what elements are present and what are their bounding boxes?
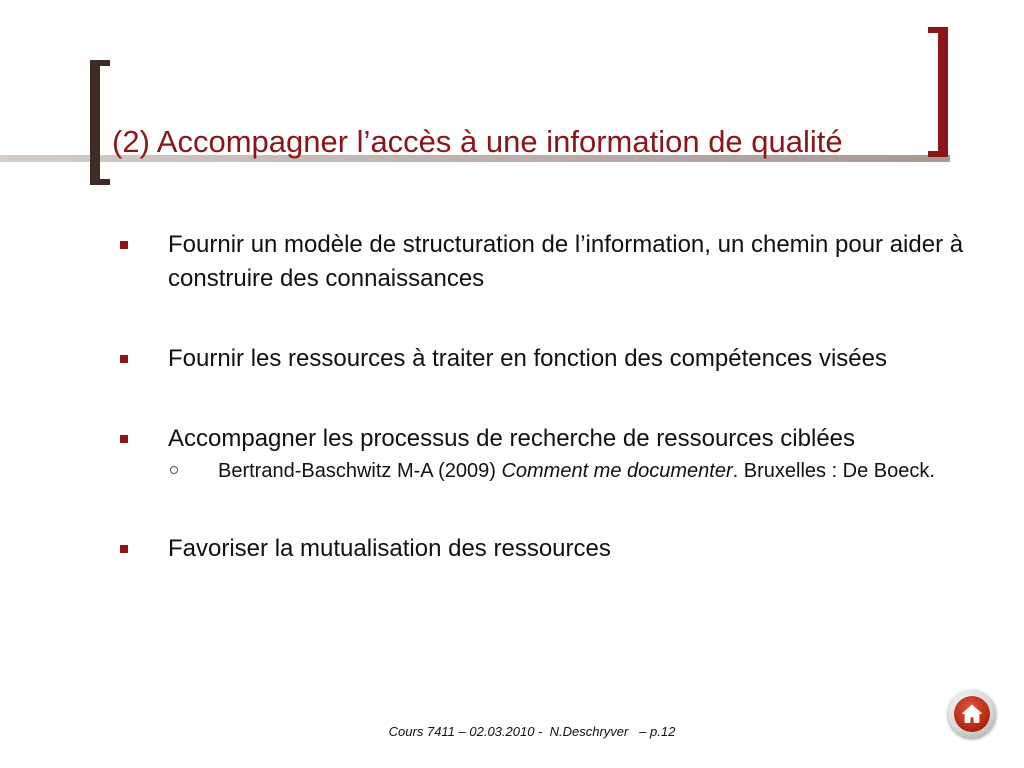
bullet-text: Favoriser la mutualisation des ressources: [168, 535, 611, 562]
bullet-text: Fournir les ressources à traiter en fonction des compétences visées: [168, 345, 888, 372]
square-bullet-icon: [120, 545, 128, 553]
bullet-text: Accompagner les processus de recherche de ressources ciblées: [168, 425, 856, 452]
square-bullet-icon: [120, 241, 128, 249]
bullet-text: Fournir un modèle de structuration de l’information, un chemin pour aider à construire des connaissances: [168, 231, 964, 292]
circle-bullet-icon: [170, 466, 178, 474]
left-bracket: [90, 60, 110, 185]
home-button[interactable]: [948, 690, 996, 738]
home-icon: [960, 702, 984, 726]
slide-title: (2) Accompagner l’accès à une information de qualité: [112, 124, 843, 159]
square-bullet-icon: [120, 355, 128, 363]
reference-author: Bertrand-Baschwitz M-A (2009): [218, 460, 502, 482]
bullet-item: [118, 422, 968, 486]
slide-footer: [0, 724, 1024, 739]
reference-publisher: . Bruxelles : De Boeck.: [732, 460, 935, 482]
square-bullet-icon: [120, 435, 128, 443]
right-bracket: [928, 27, 948, 157]
footer-text: Cours 7411 – 02.03.2010 - N.Deschryver – p.12: [388, 724, 676, 739]
bullet-list: [118, 228, 968, 566]
bullet-item: [118, 342, 968, 376]
bullet-item: [118, 228, 968, 296]
home-button-face: [954, 696, 990, 732]
sub-bullet-list: [168, 456, 968, 486]
sub-bullet-item: [168, 456, 968, 486]
reference-title: Comment me documenter: [501, 460, 733, 482]
bullet-item: [118, 532, 968, 566]
